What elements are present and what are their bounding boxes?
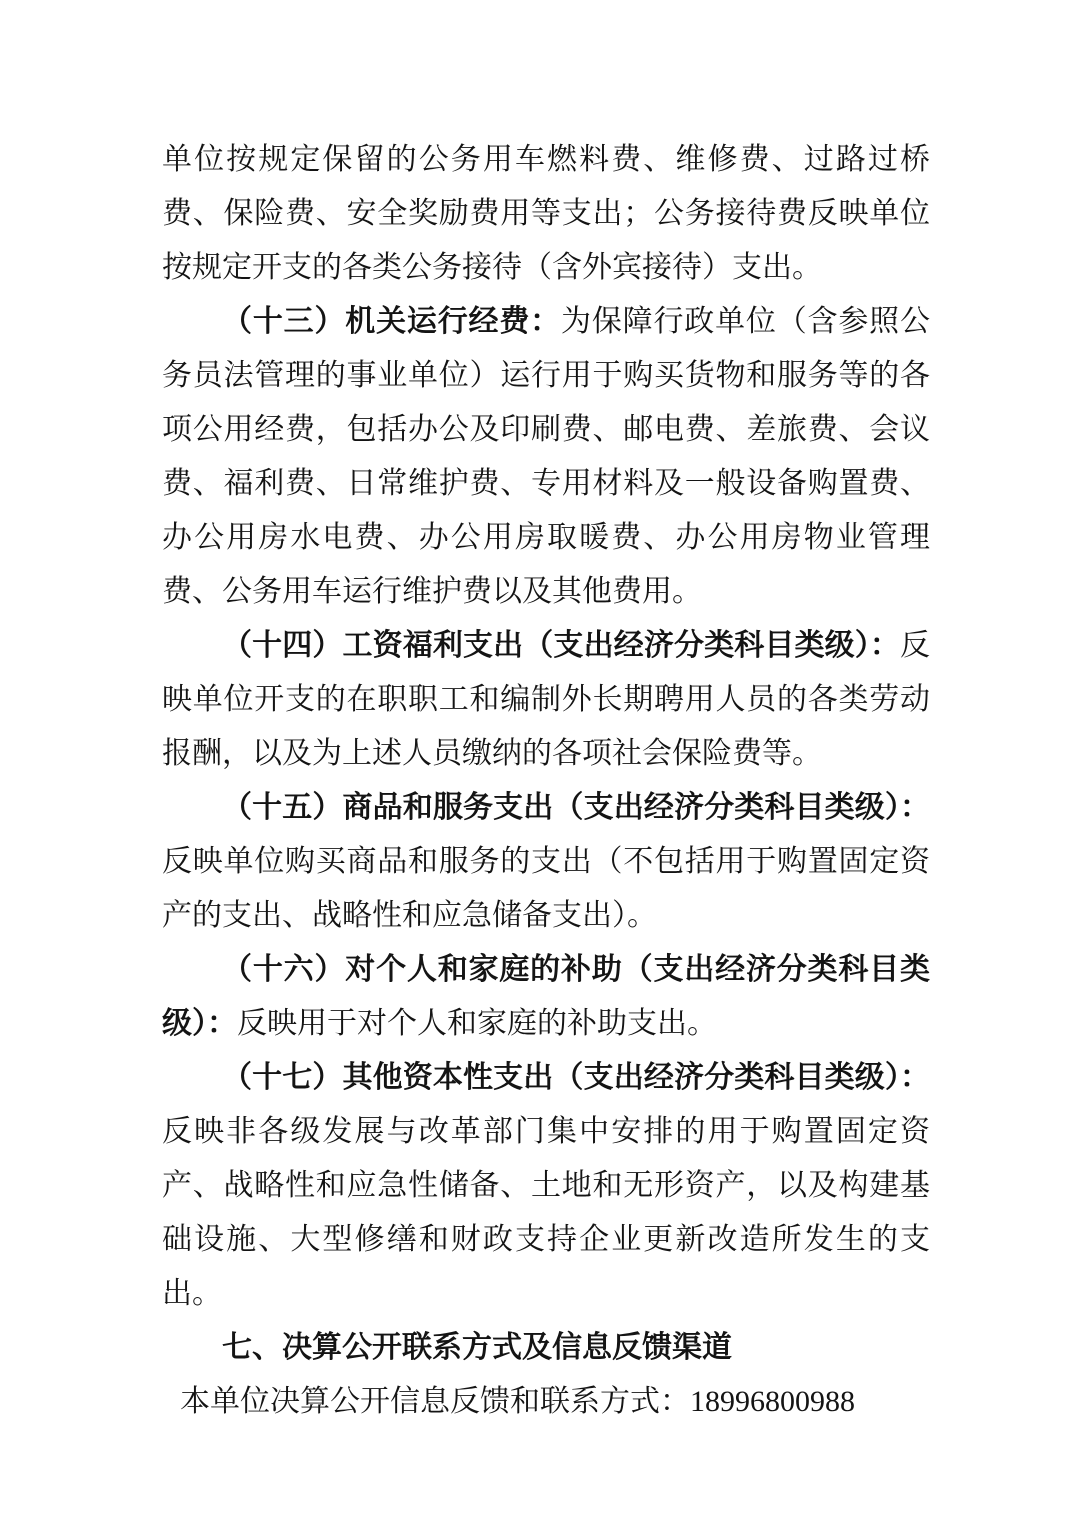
section-heading-contact-channels: 七、决算公开联系方式及信息反馈渠道 <box>222 1331 732 1364</box>
paragraph-lead: （十四）工资福利支出（支出经济分类科目类级）： <box>222 629 900 662</box>
paragraph-15-goods-services-expenditure <box>162 781 930 943</box>
document-body <box>162 133 930 1429</box>
paragraph-lead: （十六）对个人和家庭的补助（支出经济分类科目类级）： <box>162 953 930 1040</box>
contact-phone-number: 18996800988 <box>690 1385 855 1418</box>
paragraph-vehicle-reception-fees <box>162 133 930 295</box>
contact-label: 本单位决算公开信息反馈和联系方式： <box>180 1385 690 1418</box>
paragraph-contact-info <box>162 1375 930 1429</box>
paragraph-text: 反映用于对个人和家庭的补助支出。 <box>237 1007 717 1040</box>
paragraph-lead: （十三）机关运行经费： <box>222 305 561 338</box>
paragraph-text: 反映单位开支的在职职工和编制外长期聘用人员的各类劳动报酬，以及为上述人员缴纳的各项社会保险费等。 <box>162 629 930 770</box>
paragraph-lead: （十七）其他资本性支出（支出经济分类科目类级）： <box>222 1061 930 1094</box>
paragraph-text: 为保障行政单位（含参照公务员法管理的事业单位）运行用于购买货物和服务等的各项公用经费，包括办公及印刷费、邮电费、差旅费、会议费、福利费、日常维护费、专用材料及一般设备购置费、办公用房水电费、办公用房取暖费、办公用房物业管理费、公务用车运行维护费以及其他费用。 <box>162 305 930 608</box>
paragraph-17-other-capital-expenditure <box>162 1051 930 1321</box>
paragraph-16-individual-family-subsidy <box>162 943 930 1051</box>
paragraph-text: 反映单位购买商品和服务的支出（不包括用于购置固定资产的支出、战略性和应急储备支出）。 <box>162 845 930 932</box>
paragraph-14-wage-welfare-expenditure <box>162 619 930 781</box>
paragraph-text: 反映非各级发展与改革部门集中安排的用于购置固定资产、战略性和应急性储备、土地和无形资产，以及构建基础设施、大型修缮和财政支持企业更新改造所发生的支出。 <box>162 1115 930 1310</box>
paragraph-text: 单位按规定保留的公务用车燃料费、维修费、过路过桥费、保险费、安全奖励费用等支出；公务接待费反映单位按规定开支的各类公务接待（含外宾接待）支出。 <box>162 143 930 284</box>
paragraph-13-agency-operating-funds <box>162 295 930 619</box>
paragraph-lead: （十五）商品和服务支出（支出经济分类科目类级）： <box>222 791 930 824</box>
